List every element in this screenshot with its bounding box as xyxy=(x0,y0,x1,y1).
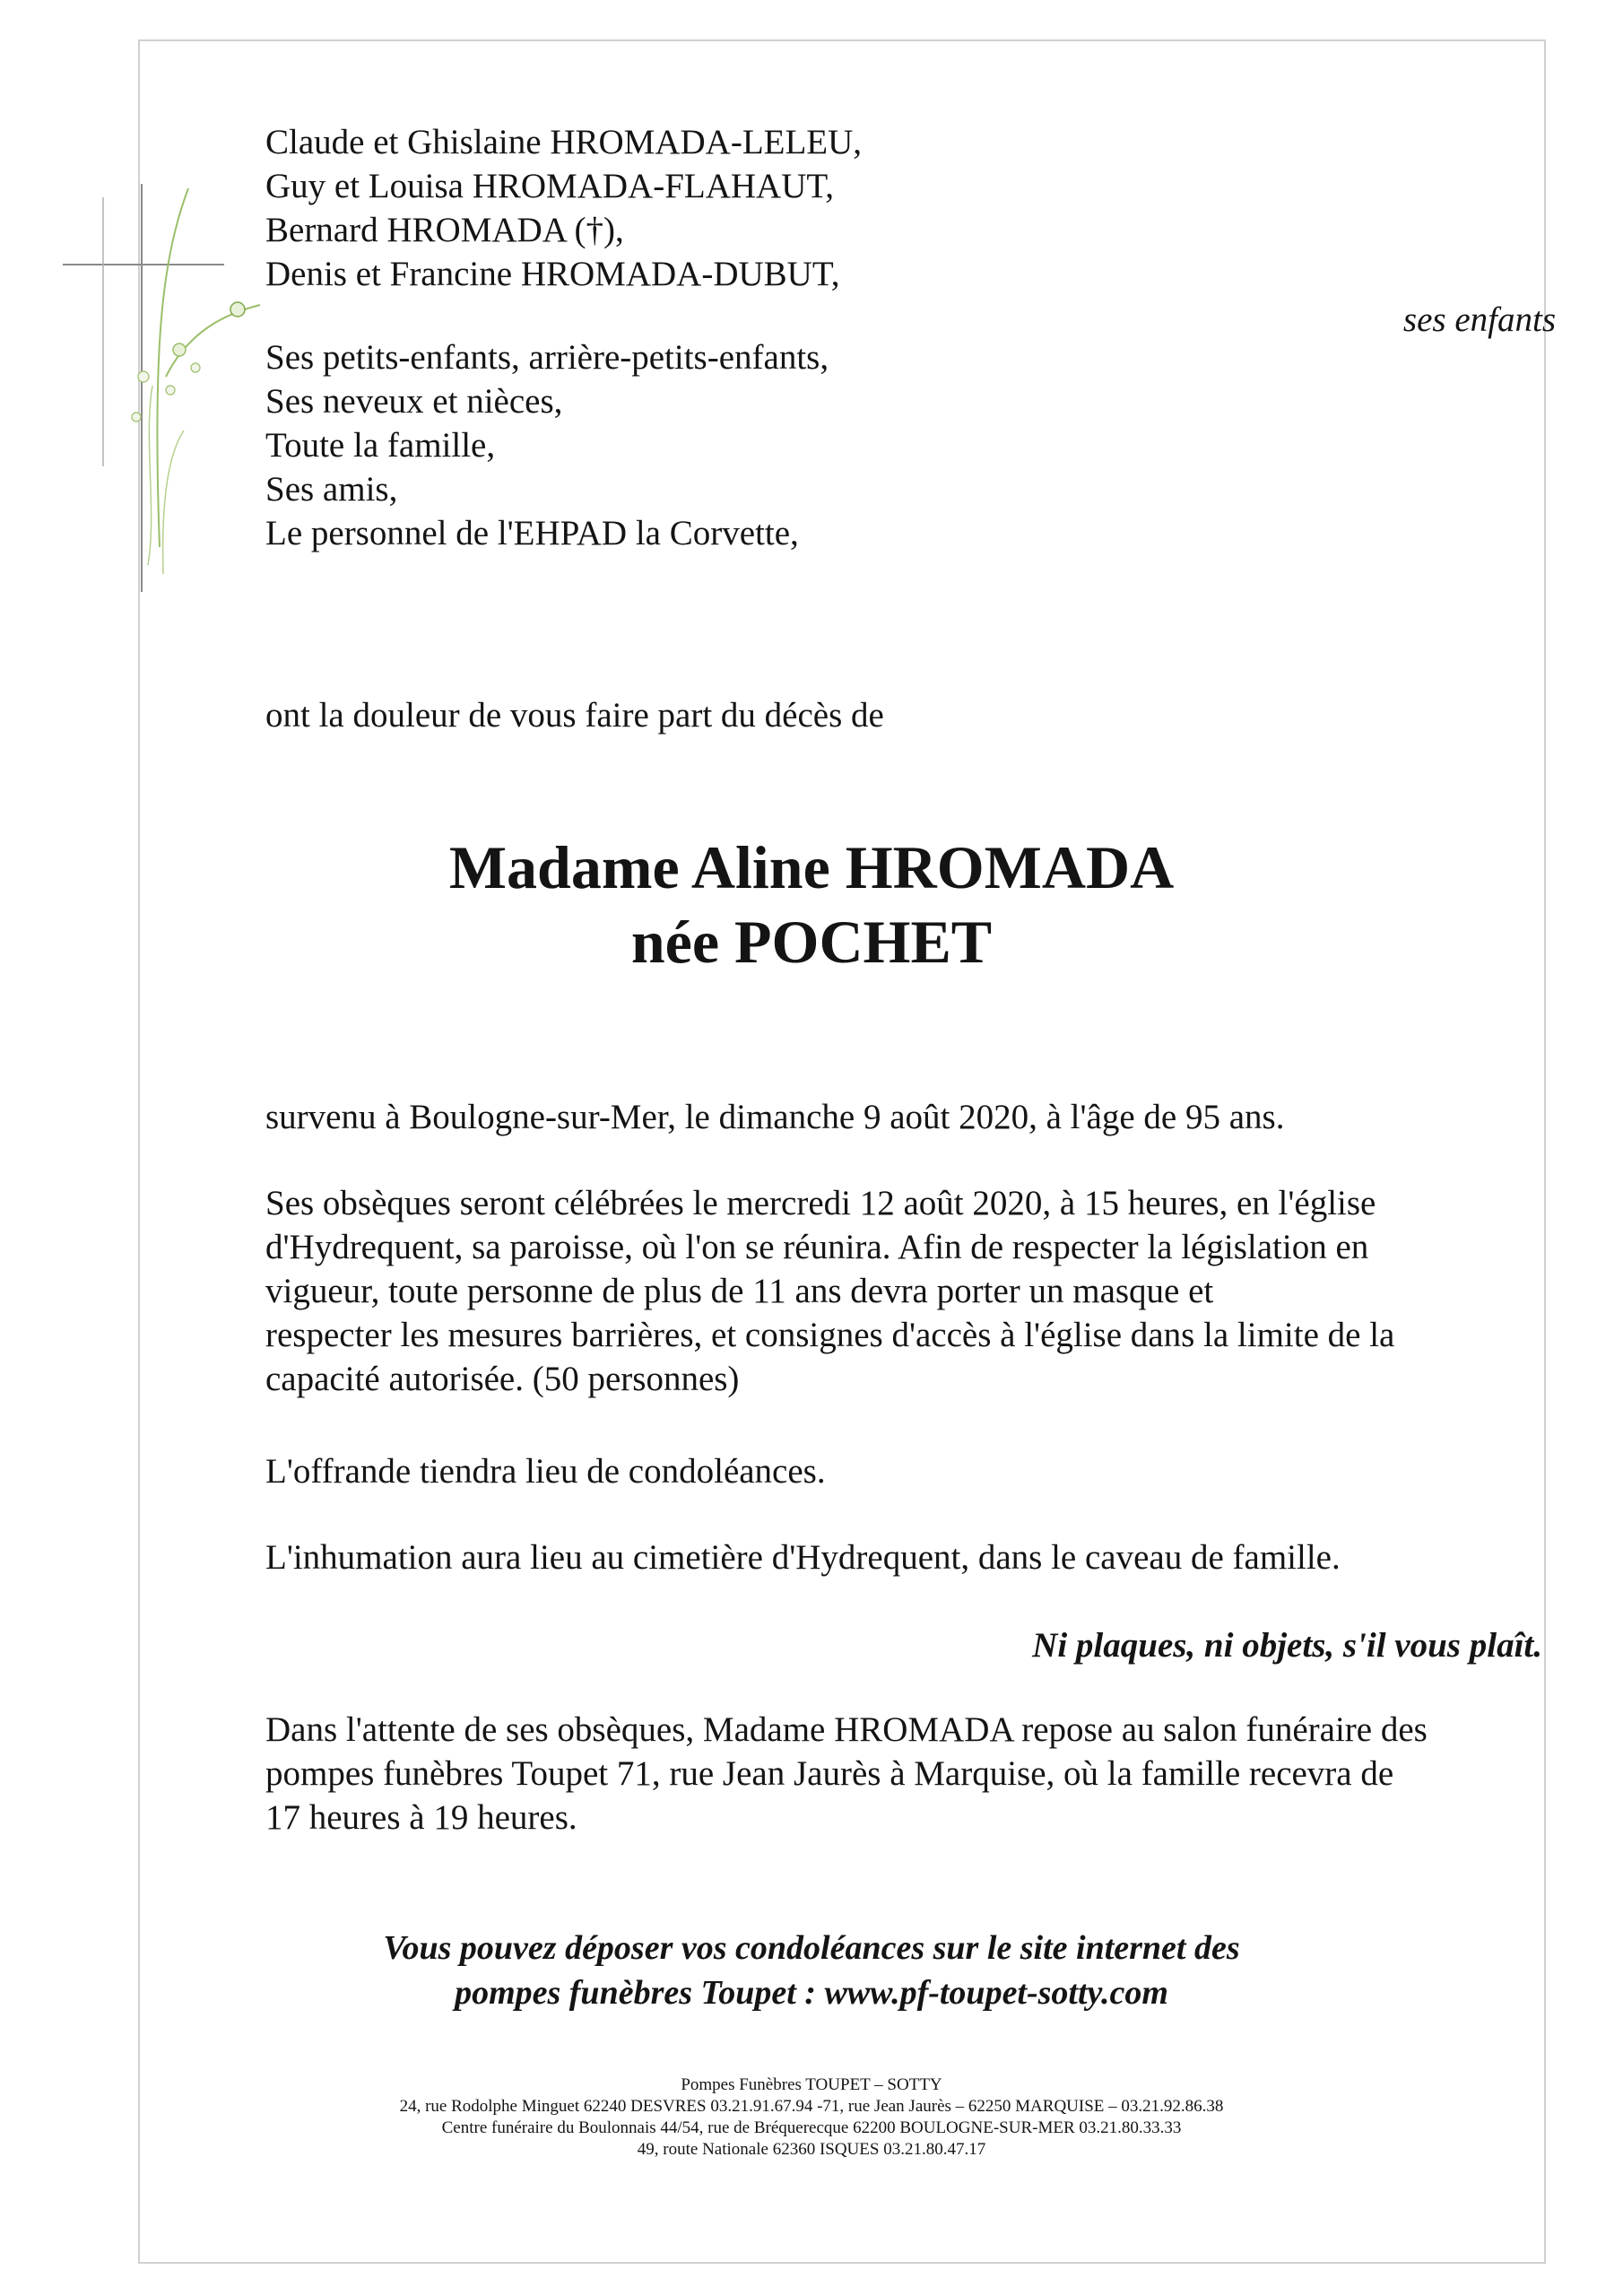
funeral-paragraph xyxy=(265,1181,1394,1401)
relatives-list xyxy=(265,335,829,555)
announcement-intro: ont la douleur de vous faire part du décès de xyxy=(265,696,884,735)
relative-line: Ses amis, xyxy=(265,470,398,509)
child-line: Bernard HROMADA (†), xyxy=(265,211,624,249)
relative-line: Ses neveux et nièces, xyxy=(265,382,563,421)
funeral-home-footer xyxy=(0,2074,1623,2161)
deceased-maiden-name: née POCHET xyxy=(630,908,993,976)
condolences-line: pompes funèbres Toupet : www.pf-toupet-sotty.com xyxy=(455,1974,1168,2012)
family-role: ses enfants xyxy=(1402,300,1556,339)
resting-line: 17 heures à 19 heures. xyxy=(265,1798,577,1837)
resting-line: pompes funèbres Toupet 71, rue Jean Jaurès à Marquise, où la famille recevra de xyxy=(265,1754,1394,1793)
relative-line: Le personnel de l'EHPAD la Corvette, xyxy=(265,514,799,552)
relative-line: Toute la famille, xyxy=(265,426,496,465)
condolences-notice xyxy=(0,1926,1623,2015)
footer-line: 49, route Nationale 62360 ISQUES 03.21.80.47.17 xyxy=(637,2140,986,2159)
child-line: Denis et Francine HROMADA-DUBUT, xyxy=(265,255,840,293)
footer-line: Pompes Funèbres TOUPET – SOTTY xyxy=(681,2075,942,2094)
child-line: Guy et Louisa HROMADA-FLAHAUT, xyxy=(265,167,835,205)
footer-line: Centre funéraire du Boulonnais 44/54, rue de Bréquerecque 62200 BOULOGNE-SUR-MER 03.21.80.33.33 xyxy=(441,2118,1182,2137)
death-details xyxy=(265,1095,1284,1139)
footer-line: 24, rue Rodolphe Minguet 62240 DESVRES 03.21.91.67.94 -71, rue Jean Jaurès – 62250 MARQUISE – 03.21.92.86.38 xyxy=(399,2097,1224,2116)
funeral-line: Ses obsèques seront célébrées le mercredi 12 août 2020, à 15 heures, en l'église xyxy=(265,1184,1376,1222)
no-flowers-notice: Ni plaques, ni objets, s'il vous plaît. xyxy=(1032,1626,1542,1665)
cross-lily-icon xyxy=(54,170,287,601)
condolences-line: Vous pouvez déposer vos condoléances sur le site internet des xyxy=(383,1929,1240,1967)
burial-line: L'inhumation aura lieu au cimetière d'Hydrequent, dans le caveau de famille. xyxy=(265,1538,1341,1577)
death-line: survenu à Boulogne-sur-Mer, le dimanche 9 août 2020, à l'âge de 95 ans. xyxy=(265,1098,1285,1136)
resting-paragraph xyxy=(265,1708,1428,1839)
offering-line: L'offrande tiendra lieu de condoléances. xyxy=(265,1452,826,1491)
funeral-line: d'Hydrequent, sa paroisse, où l'on se réunira. Afin de respecter la législation en xyxy=(265,1228,1369,1266)
children-list xyxy=(265,120,862,296)
resting-line: Dans l'attente de ses obsèques, Madame HROMADA repose au salon funéraire des xyxy=(265,1710,1428,1749)
funeral-line: capacité autorisée. (50 personnes) xyxy=(265,1360,740,1398)
funeral-line: vigueur, toute personne de plus de 11 ans devra porter un masque et xyxy=(265,1272,1214,1310)
child-line: Claude et Ghislaine HROMADA-LELEU, xyxy=(265,123,863,161)
deceased-name: Madame Aline HROMADA xyxy=(448,833,1175,901)
funeral-line: respecter les mesures barrières, et consignes d'accès à l'église dans la limite de la xyxy=(265,1316,1395,1354)
relative-line: Ses petits-enfants, arrière-petits-enfants, xyxy=(265,338,829,377)
